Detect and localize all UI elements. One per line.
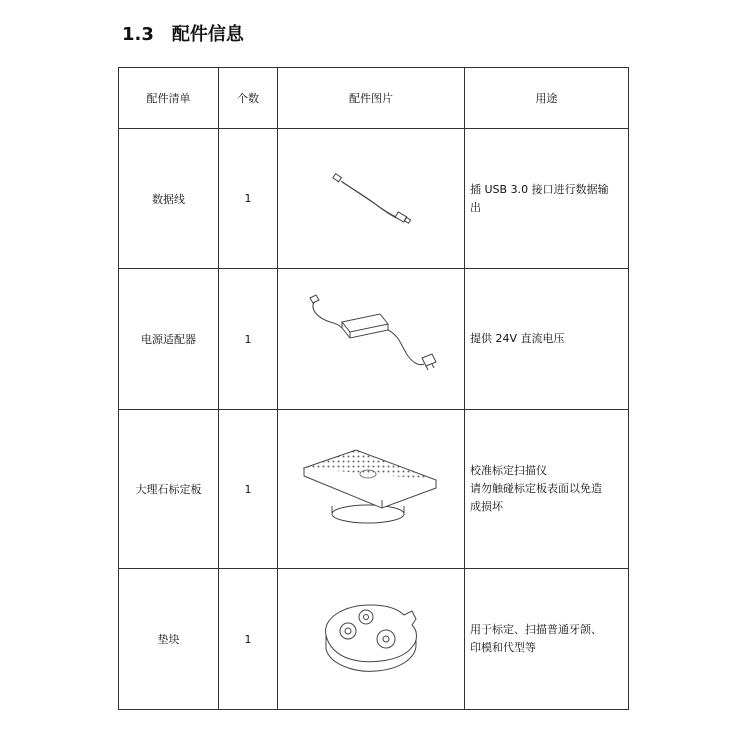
accessory-purpose	[465, 569, 629, 710]
section-title: 配件信息	[171, 24, 244, 45]
table-row	[119, 269, 629, 410]
accessory-count: 1	[219, 269, 278, 410]
purpose-line: 出	[470, 200, 481, 214]
section-heading	[122, 20, 244, 46]
accessory-image	[278, 269, 465, 410]
accessory-purpose	[465, 269, 629, 410]
table-header-row	[119, 68, 629, 129]
table-row	[119, 569, 629, 710]
purpose-line: 校准标定扫描仪	[470, 464, 547, 477]
table-row	[119, 410, 629, 569]
table-row	[119, 129, 629, 269]
purpose-line: 提供 24V 直流电压	[470, 332, 565, 345]
purpose-line: 成损坏	[470, 500, 503, 513]
spacer-block-icon	[316, 599, 426, 679]
calibration-board-icon	[296, 444, 446, 534]
accessory-purpose	[465, 129, 629, 269]
accessory-purpose	[465, 410, 629, 569]
accessory-image	[278, 129, 465, 269]
purpose-line: 插 USB 3.0 接口进行数据输	[470, 182, 609, 196]
usb-cable-icon	[326, 169, 416, 229]
accessory-name: 大理石标定板	[119, 410, 219, 569]
accessory-name: 垫块	[119, 569, 219, 710]
power-adapter-icon	[296, 292, 446, 387]
accessory-table	[118, 67, 629, 710]
accessory-count: 1	[219, 410, 278, 569]
purpose-line: 印模和代型等	[470, 641, 536, 654]
purpose-line: 请勿触碰标定板表面以免造	[470, 482, 602, 495]
accessory-image	[278, 569, 465, 710]
section-number: 1.3	[122, 24, 154, 45]
accessory-count: 1	[219, 129, 278, 269]
header-image: 配件图片	[278, 68, 465, 129]
header-name: 配件清单	[119, 68, 219, 129]
header-purpose: 用途	[465, 68, 629, 129]
purpose-line: 用于标定、扫描普通牙颌、	[470, 623, 602, 636]
accessory-name: 数据线	[119, 129, 219, 269]
accessory-count: 1	[219, 569, 278, 710]
accessory-image	[278, 410, 465, 569]
header-count: 个数	[219, 68, 278, 129]
accessory-name: 电源适配器	[119, 269, 219, 410]
